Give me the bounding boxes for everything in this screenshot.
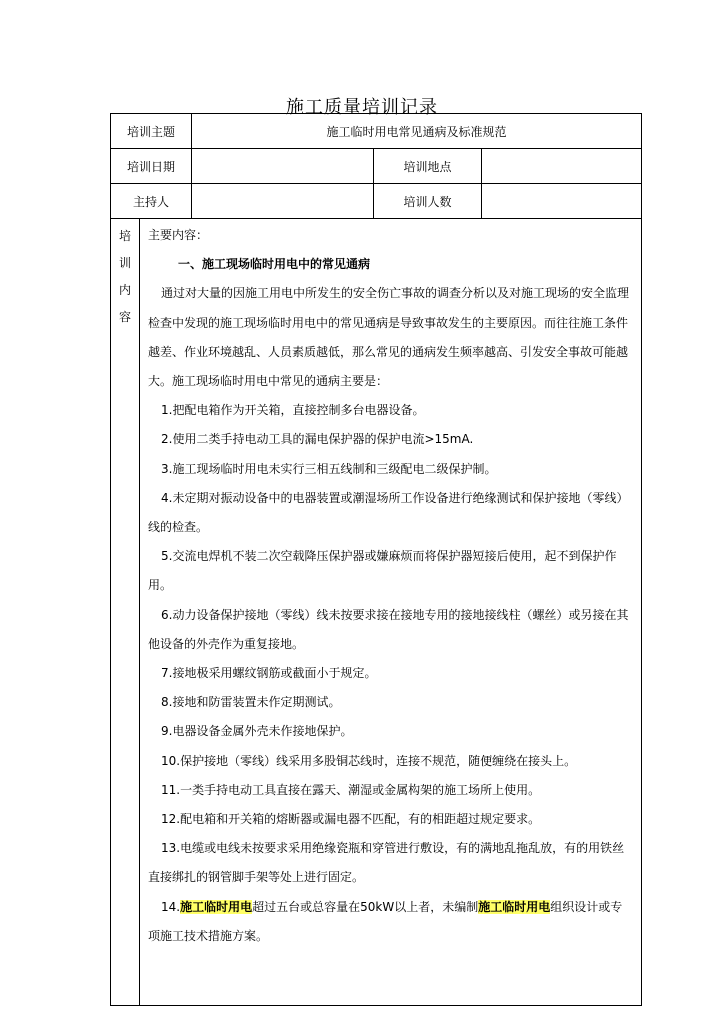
content-intro: 主要内容： bbox=[148, 228, 209, 242]
training-record-table bbox=[110, 113, 642, 1006]
content-row bbox=[111, 219, 642, 1006]
list-item: 13.电缆或电线未按要求采用绝缘瓷瓶和穿管进行敷设，有的满地乱拖乱放，有的用铁丝直接绑扎的钢管脚手架等处上进行固定。 bbox=[148, 841, 625, 885]
topic-row bbox=[111, 114, 642, 149]
content-side-label: 培 训 内 容 bbox=[111, 219, 140, 1006]
list-item: 4.未定期对振动设备中的电器装置或潮湿场所工作设备进行绝缘测试和保护接地（零线）线的检查。 bbox=[148, 490, 629, 535]
list-item: 3.施工现场临时用电未实行三相五线制和三级配电二级保护制。 bbox=[161, 461, 497, 476]
date-label: 培训日期 bbox=[111, 149, 192, 184]
host-label: 主持人 bbox=[111, 184, 192, 219]
location-label: 培训地点 bbox=[374, 149, 482, 184]
host-count-row bbox=[111, 184, 642, 219]
list-item: 5.交流电焊机不装二次空载降压保护器或嫌麻烦而将保护器短接后使用，起不到保护作用。 bbox=[148, 549, 617, 593]
item14-suffix: 组织设计或专项施工技术措施方案。 bbox=[148, 899, 623, 943]
section-heading: 一、施工现场临时用电中的常见通病 bbox=[178, 257, 371, 272]
highlight-term: 施工临时用电 bbox=[478, 899, 551, 914]
count-value bbox=[482, 184, 642, 219]
list-item: 8.接地和防雷装置未作定期测试。 bbox=[161, 695, 341, 710]
training-content bbox=[140, 219, 642, 1006]
list-item-14 bbox=[148, 893, 633, 951]
highlight-term: 施工临时用电 bbox=[180, 899, 253, 914]
item14-prefix: 14. bbox=[161, 899, 181, 914]
list-item: 7.接地极采用螺纹钢筋或截面小于规定。 bbox=[161, 666, 377, 681]
intro-paragraph: 通过对大量的因施工用电中所发生的安全伤亡事故的调查分析以及对施工现场的安全监理检查中发现的施工现场临时用电中的常见通病是导致事故发生的主要原因。而往往施工条件越差、作业环境越乱、人员素质越低，那么常见的通病发生频率越高、引发安全事故可能越大。施工现场临时用电中常见的通病主要是： bbox=[148, 286, 630, 389]
document-title: 施工质量培训记录 bbox=[286, 97, 438, 118]
topic-value: 施工临时用电常见通病及标准规范 bbox=[192, 114, 642, 149]
date-value bbox=[192, 149, 374, 184]
list-item: 10.保护接地（零线）线采用多股铜芯线时，连接不规范，随便缠绕在接头上。 bbox=[161, 753, 577, 768]
list-item: 11.一类手持电动工具直接在露天、潮湿或金属构架的施工场所上使用。 bbox=[161, 782, 541, 797]
item14-mid: 超过五台或总容量在50kW以上者，未编制 bbox=[252, 899, 479, 914]
list-item: 9.电器设备金属外壳未作接地保护。 bbox=[161, 724, 353, 739]
host-value bbox=[192, 184, 374, 219]
count-label: 培训人数 bbox=[374, 184, 482, 219]
location-value bbox=[482, 149, 642, 184]
list-item: 6.动力设备保护接地（零线）线未按要求接在接地专用的接地接线柱（螺丝）或另接在其他设备的外壳作为重复接地。 bbox=[148, 607, 629, 651]
topic-label: 培训主题 bbox=[111, 114, 192, 149]
list-item: 12.配电箱和开关箱的熔断器或漏电器不匹配，有的相距超过规定要求。 bbox=[161, 812, 541, 827]
list-item: 1.把配电箱作为开关箱，直接控制多台电器设备。 bbox=[161, 403, 425, 418]
date-location-row bbox=[111, 149, 642, 184]
list-item: 2.使用二类手持电动工具的漏电保护器的保护电流>15mA. bbox=[161, 432, 474, 447]
